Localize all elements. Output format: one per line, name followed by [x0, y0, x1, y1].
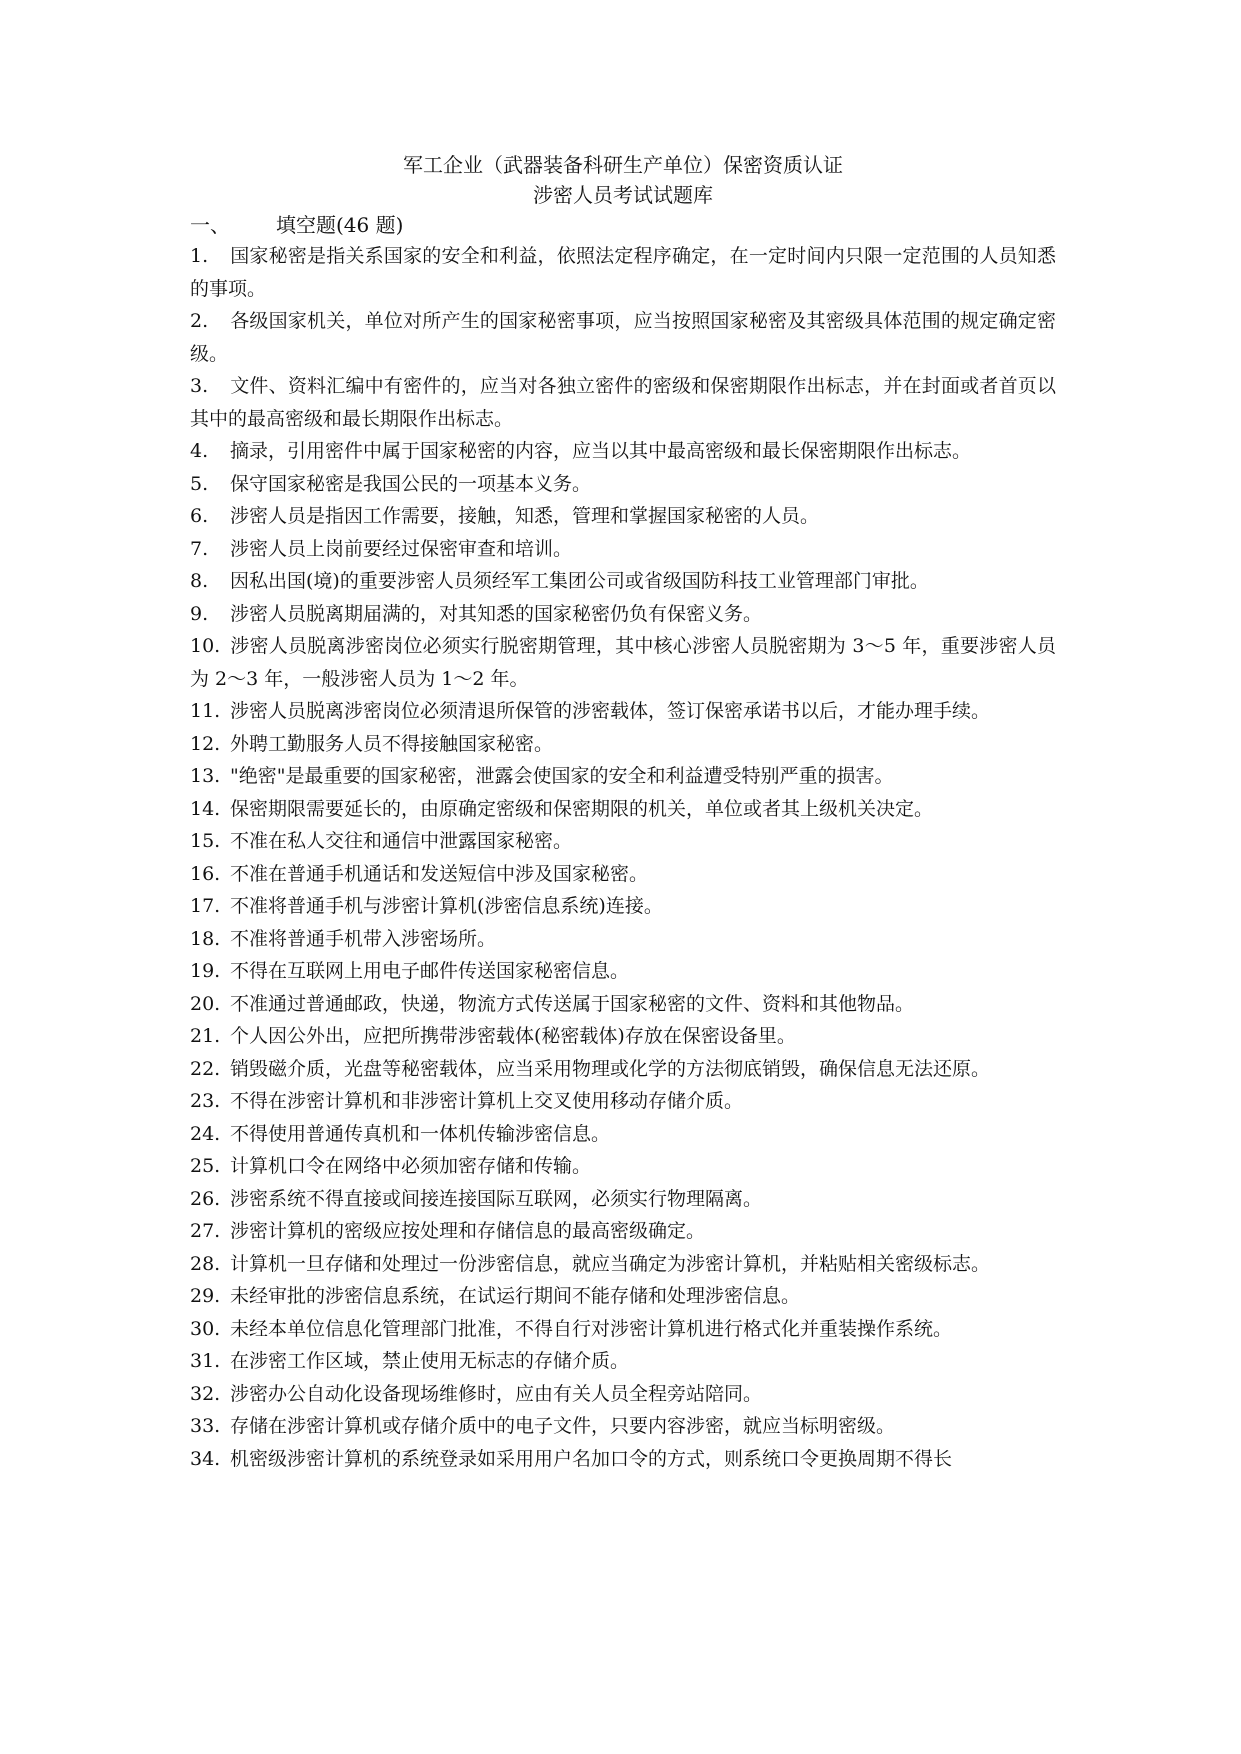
question-number: 28. [190, 1252, 221, 1275]
question-item [190, 1150, 1056, 1183]
section-heading [190, 210, 1056, 240]
document-page [190, 150, 1056, 1475]
question-item [190, 370, 1056, 435]
question-text: 保密期限需要延长的，由原确定密级和保密期限的机关，单位或者其上级机关决定。 [230, 797, 934, 820]
question-number: 11. [190, 700, 221, 722]
question-text: 机密级涉密计算机的系统登录如采用用户名加口令的方式，则系统口令更换周期不得长 [230, 1447, 953, 1470]
question-text: "绝密"是最重要的国家秘密，泄露会使国家的安全和利益遭受特别严重的损害。 [230, 765, 894, 787]
question-item [190, 858, 1056, 891]
question-number: 1. [190, 245, 209, 267]
question-item [190, 1280, 1056, 1313]
question-item [190, 955, 1056, 988]
question-text: 外聘工勤服务人员不得接触国家秘密。 [230, 732, 554, 755]
question-item [190, 760, 1056, 793]
question-item [190, 1053, 1056, 1086]
question-item [190, 598, 1056, 631]
question-item [190, 500, 1056, 533]
question-number: 32. [190, 1382, 221, 1405]
question-text: 不得使用普通传真机和一体机传输涉密信息。 [230, 1122, 611, 1145]
question-item [190, 1215, 1056, 1248]
question-number: 8. [190, 570, 209, 592]
question-text: 摘录，引用密件中属于国家秘密的内容，应当以其中最高密级和最长保密期限作出标志。 [230, 440, 972, 462]
question-item [190, 435, 1056, 468]
question-text: 国家秘密是指关系国家的安全和利益，依照法定程序确定，在一定时间内只限一定范围的人员知悉的事项。 [190, 245, 1056, 300]
question-item [190, 793, 1056, 826]
question-number: 6. [190, 505, 209, 527]
question-item [190, 305, 1056, 370]
question-number: 30. [190, 1317, 221, 1340]
question-list [190, 240, 1056, 1475]
question-text: 涉密办公自动化设备现场维修时，应由有关人员全程旁站陪同。 [230, 1382, 763, 1405]
question-number: 33. [190, 1415, 221, 1437]
question-number: 9. [190, 602, 209, 625]
question-item [190, 890, 1056, 923]
question-text: 未经本单位信息化管理部门批准，不得自行对涉密计算机进行格式化并重装操作系统。 [230, 1317, 953, 1340]
question-number: 23. [190, 1090, 221, 1112]
question-text: 涉密计算机的密级应按处理和存储信息的最高密级确定。 [230, 1220, 706, 1242]
question-item [190, 1313, 1056, 1346]
question-item [190, 1345, 1056, 1378]
document-title: 军工企业（武器装备科研生产单位）保密资质认证 [403, 153, 843, 177]
question-number: 19. [190, 960, 221, 982]
question-item [190, 825, 1056, 858]
question-text: 计算机一旦存储和处理过一份涉密信息，就应当确定为涉密计算机，并粘贴相关密级标志。 [230, 1252, 991, 1275]
question-number: 34. [190, 1447, 221, 1470]
question-text: 不准将普通手机与涉密计算机(涉密信息系统)连接。 [230, 895, 663, 917]
question-item [190, 533, 1056, 566]
question-number: 17. [190, 895, 221, 917]
question-number: 24. [190, 1122, 221, 1145]
question-text: 在涉密工作区域，禁止使用无标志的存储介质。 [230, 1350, 630, 1372]
question-item [190, 1410, 1056, 1443]
question-text: 不准在普通手机通话和发送短信中涉及国家秘密。 [230, 862, 649, 885]
question-item [190, 988, 1056, 1021]
question-text: 涉密系统不得直接或间接连接国际互联网，必须实行物理隔离。 [230, 1187, 763, 1210]
question-item [190, 1085, 1056, 1118]
question-text: 文件、资料汇编中有密件的，应当对各独立密件的密级和保密期限作出标志，并在封面或者首页以其中的最高密级和最长期限作出标志。 [190, 375, 1056, 430]
question-number: 25. [190, 1155, 221, 1177]
question-number: 31. [190, 1350, 221, 1372]
question-text: 个人因公外出，应把所携带涉密载体(秘密载体)存放在保密设备里。 [230, 1025, 796, 1047]
question-number: 5. [190, 472, 209, 495]
question-item [190, 923, 1056, 956]
question-text: 保守国家秘密是我国公民的一项基本义务。 [230, 472, 592, 495]
question-item [190, 630, 1056, 695]
question-text: 计算机口令在网络中必须加密存储和传输。 [230, 1155, 592, 1177]
question-item [190, 695, 1056, 728]
question-number: 2. [190, 310, 209, 332]
question-item [190, 1020, 1056, 1053]
question-text: 不准在私人交往和通信中泄露国家秘密。 [230, 830, 573, 852]
question-text: 不准通过普通邮政，快递，物流方式传送属于国家秘密的文件、资料和其他物品。 [230, 992, 915, 1015]
question-item [190, 728, 1056, 761]
question-number: 18. [190, 927, 221, 950]
question-item [190, 1443, 1056, 1476]
question-text: 涉密人员上岗前要经过保密审查和培训。 [230, 537, 573, 560]
section-number: 一、 [190, 213, 230, 237]
question-item [190, 468, 1056, 501]
question-number: 15. [190, 830, 221, 852]
document-subtitle: 涉密人员考试试题库 [533, 183, 713, 207]
question-text: 各级国家机关，单位对所产生的国家秘密事项，应当按照国家秘密及其密级具体范围的规定确定密级。 [190, 310, 1056, 365]
question-text: 未经审批的涉密信息系统，在试运行期间不能存储和处理涉密信息。 [230, 1285, 801, 1307]
question-item [190, 565, 1056, 598]
question-text: 因私出国(境)的重要涉密人员须经军工集团公司或省级国防科技工业管理部门审批。 [230, 570, 929, 592]
question-number: 26. [190, 1187, 221, 1210]
question-text: 涉密人员脱离期届满的，对其知悉的国家秘密仍负有保密义务。 [230, 602, 763, 625]
question-text: 涉密人员脱离涉密岗位必须实行脱密期管理，其中核心涉密人员脱密期为 3～5 年，重要涉密人员为 2～3 年，一般涉密人员为 1～2 年。 [190, 635, 1056, 690]
question-text: 销毁磁介质，光盘等秘密载体，应当采用物理或化学的方法彻底销毁，确保信息无法还原。 [230, 1057, 991, 1080]
question-number: 7. [190, 537, 209, 560]
question-number: 29. [190, 1285, 221, 1307]
question-number: 10. [190, 635, 221, 657]
question-text: 涉密人员是指因工作需要，接触，知悉，管理和掌握国家秘密的人员。 [230, 505, 820, 527]
question-number: 27. [190, 1220, 221, 1242]
question-number: 16. [190, 862, 221, 885]
question-number: 21. [190, 1025, 221, 1047]
question-item [190, 240, 1056, 305]
section-label: 填空题(46 题) [276, 213, 404, 237]
question-number: 12. [190, 732, 221, 755]
question-item [190, 1183, 1056, 1216]
question-text: 存储在涉密计算机或存储介质中的电子文件，只要内容涉密，就应当标明密级。 [230, 1415, 896, 1437]
question-text: 不得在互联网上用电子邮件传送国家秘密信息。 [230, 960, 630, 982]
question-text: 不准将普通手机带入涉密场所。 [230, 927, 497, 950]
question-item [190, 1118, 1056, 1151]
question-number: 13. [190, 765, 221, 787]
question-item [190, 1378, 1056, 1411]
question-number: 20. [190, 992, 221, 1015]
question-number: 4. [190, 440, 209, 462]
question-text: 不得在涉密计算机和非涉密计算机上交叉使用移动存储介质。 [230, 1090, 744, 1112]
question-item [190, 1248, 1056, 1281]
question-text: 涉密人员脱离涉密岗位必须清退所保管的涉密载体，签订保密承诺书以后，才能办理手续。 [230, 700, 991, 722]
question-number: 22. [190, 1057, 221, 1080]
question-number: 3. [190, 375, 209, 397]
question-number: 14. [190, 797, 221, 820]
